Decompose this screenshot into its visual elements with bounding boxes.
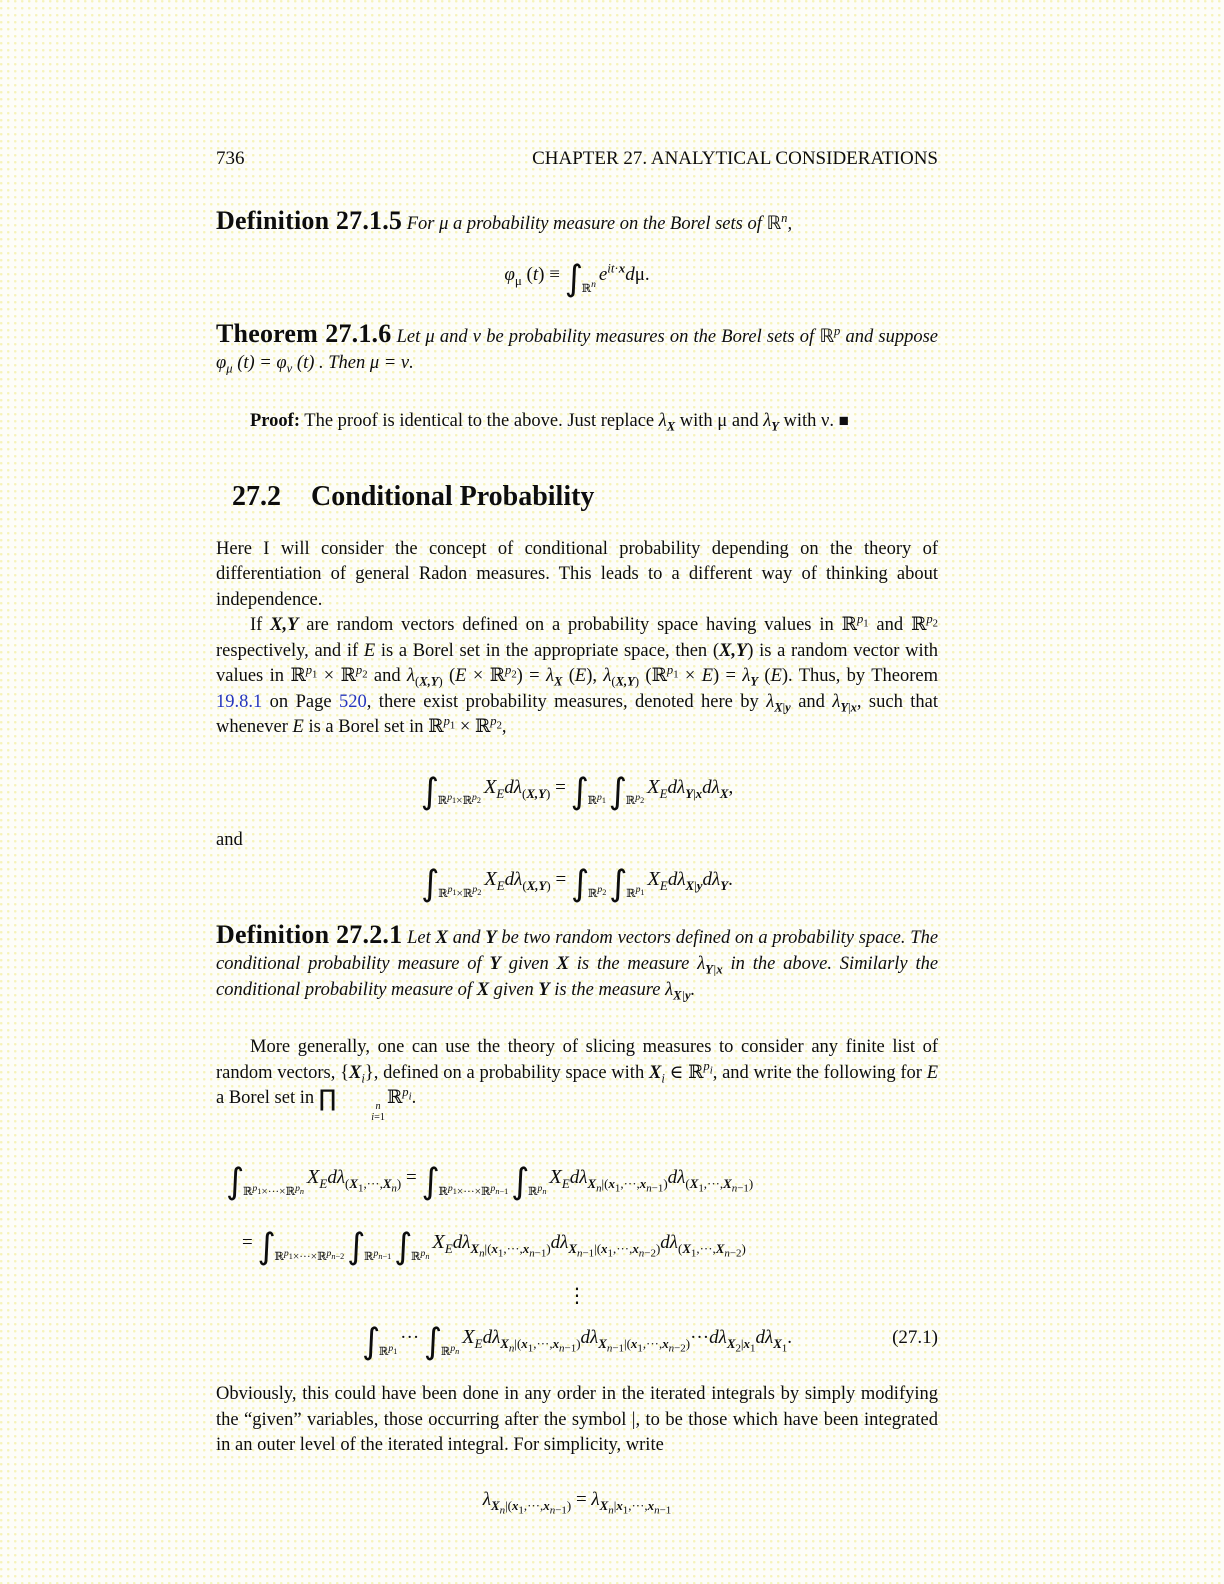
equation-27-1	[216, 1313, 938, 1362]
definition-27-2-1-label: Definition 27.2.1	[216, 920, 403, 949]
proof-body: The proof is identical to the above. Just replace $\lambda_X$ with μ and $\lambda_Y$ with ν.	[300, 411, 839, 434]
random-vectors-paragraph	[216, 613, 938, 741]
theorem-27-1-6-body: Let μ and ν be probability measures on the Borel sets of ℝ$^p$ and suppose $\varphi_\mu$ $(t) = \varphi_\nu$ (t) . Then μ = ν.	[216, 323, 939, 376]
theorem-27-1-6	[216, 321, 938, 376]
definition-27-2-1-body: Let X and Y be two random vectors defined on a probability space. The conditional probability measure of Y given X is the measure $\lambda_{Y|x}$ in the above. Similarly the conditional probability measure of X given Y is the measure $\lambda_{X|y}$.	[216, 928, 939, 1003]
section-title: Conditional Probability	[311, 480, 595, 512]
equation-number: (27.1)	[892, 1326, 938, 1348]
and-connector: and	[216, 829, 243, 850]
more-generally-paragraph: More generally, one can use the theory of slicing measures to consider any finite list of random vectors, $\{X_i\}$, defined on a probability space with $X_i$ ∈ ℝ$^{p_i}$, and write the following for E a Borel set in ∏ n i=1 ℝ$^{p_i}$.	[216, 1037, 939, 1124]
notation-equation: $\lambda_{X_n|(x_1,\cdot\cdot\cdot,x_{n-1})} = \lambda_{X_n|x_1,\cdot\cdot\cdot,x_{n-1}}$	[482, 1488, 672, 1517]
paragraph-text: If X,Y are random vectors defined on a probability space having values in ℝ$^{p_1}$ and ℝ$^{p_2}$ respectively, and if E is a Borel set in the appropriate space, then (X,Y) is a random vector with values in ℝ$^{p_1}$ × ℝ$^{p_2}$ and $\lambda_{(X,Y)}$ (E × ℝ$^{p_2}$) = $\lambda_X$ (E), $\lambda_{(X,Y)}$ (ℝ$^{p_1}$ × $E) = \lambda_Y$ (E). Thus, by Theorem	[216, 611, 938, 689]
iterated-integral-line-3: $\int_{ℝ^{p_1}}\cdot\cdot\cdot \int_{ℝ^{p_n}}X_Ed\lambda_{X_n|(x_1,\cdot\cdot\cdot,x_{n-1})}d\lambda_{X_{n-1}|(x_1,\cdot\cdot\cdot,x_{n-2})}\cdot\cdot\cdot d\lambda_{X_2|x_1}d\lambda_{X_1}$.	[361, 1321, 793, 1363]
theorem-ref-link[interactable]: 19.8.1	[216, 691, 263, 712]
section-heading	[232, 481, 938, 513]
definition-27-1-5-label: Definition 27.1.5	[216, 206, 403, 235]
proof-paragraph	[216, 408, 938, 435]
proof-label: Proof:	[250, 411, 300, 431]
page-header	[216, 148, 938, 170]
paragraph-text: on Page	[262, 691, 339, 712]
section-number: 27.2	[232, 480, 281, 512]
definition-27-1-5	[216, 208, 938, 237]
iterated-integral-line-2: = $\int_{ℝ^{p_1}\times\cdot\cdot\cdot\times ℝ^{p_{n-2}}}\int_{ℝ^{p_{n-1}}}\int_{ℝ^{p_n}}X_Ed\lambda_{X_n|(x_1,\cdot\cdot\cdot,x_{n-1})}d\lambda_{X_{n-1}|(x_1,\cdot\cdot\cdot,x_{n-2})}d\lambda_{(X_1,\cdot\cdot\cdot,X_{n-2})}$	[242, 1226, 746, 1268]
qed-square: ■	[838, 411, 849, 430]
slicing-equation-2: $\int_{ℝ^{p_1}\times ℝ^{p_2}}X_Ed\lambda_{(X,Y)} = \int_{ℝ^{p_2}}\int_{ℝ^{p_1}}X_Ed\lambda_{X|y}d\lambda_Y$.	[421, 862, 733, 904]
paragraph-text: , there exist probability measures, denoted here by $\lambda_{X|y}$ and $\lambda_{Y|x}$, such that whenever E is a Borel set in ℝ$^{p_1}$ × ℝ$^{p_2}$,	[216, 691, 939, 737]
iterated-integral-line-1: $\int_{ℝ^{p_1}\times\cdot\cdot\cdot\times ℝ^{p_n}}X_Ed\lambda_{(X_1,\cdot\cdot\cdot,X_n)} = \int_{ℝ^{p_1}\times\cdot\cdot\cdot\times ℝ^{p_{n-1}}}\int_{ℝ^{p_n}}X_Ed\lambda_{X_n|(x_1,\cdot\cdot\cdot,x_{n-1})}d\lambda_{(X_1,\cdot\cdot\cdot,X_{n-1})}$	[226, 1161, 754, 1203]
page-ref-link[interactable]: 520	[339, 691, 367, 712]
characteristic-function-equation: $\varphi_\mu$ $(t) \equiv \int_{ℝ^n}$ $e^{it\cdot x}d\mu$.	[504, 257, 650, 299]
slicing-equation-1: $\int_{ℝ^{p_1}\times ℝ^{p_2}}X_Ed\lambda_{(X,Y)} = \int_{ℝ^{p_1}}\int_{ℝ^{p_2}}X_Ed\lambda_{Y|x}d\lambda_X$,	[420, 770, 734, 812]
obviously-paragraph: Obviously, this could have been done in any order in the iterated integrals by simply modifying the “given” variables, those occurring after the symbol |, to be those which have been integrated in an outer level of the iterated integral. For simplicity, write	[216, 1384, 938, 1456]
definition-27-2-1	[216, 922, 938, 1003]
intro-paragraph: Here I will consider the concept of conditional probability depending on the theory of differentiation of general Radon measures. This leads to a different way of thinking about independence.	[216, 538, 938, 610]
definition-27-1-5-intro: For μ a probability measure on the Borel sets of ℝ$^n$,	[406, 210, 793, 234]
vertical-dots: ⋮	[567, 1283, 587, 1308]
page-number: 736	[216, 148, 245, 169]
theorem-27-1-6-label: Theorem 27.1.6	[216, 319, 392, 348]
chapter-header: CHAPTER 27. ANALYTICAL CONSIDERATIONS	[532, 148, 938, 169]
